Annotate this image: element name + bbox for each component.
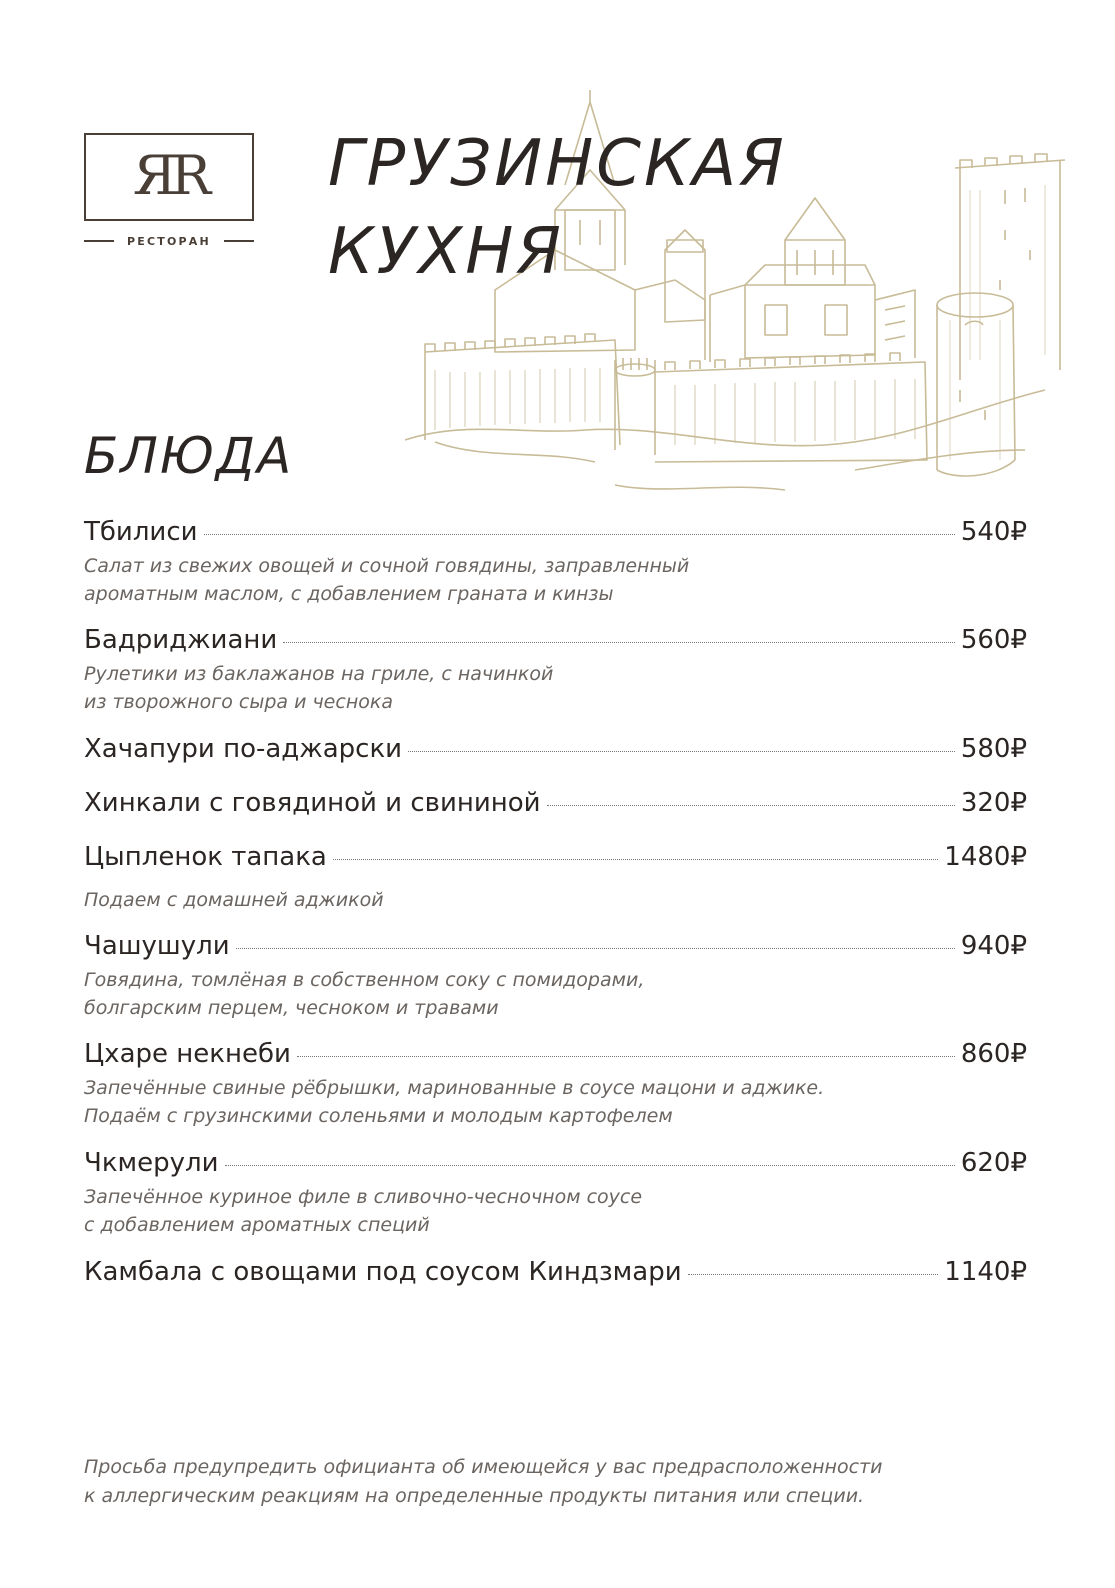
dish-name: Хинкали с говядиной и свининой [84,788,541,818]
dish-price: 1140₽ [944,1257,1027,1287]
dish-name: Чашушули [84,931,230,961]
logo-frame [84,133,254,221]
logo-line-left [84,240,114,242]
dish-name: Цхаре некнеби [84,1039,291,1069]
dish-name: Бадриджиани [84,625,278,655]
dish-description [84,660,1027,716]
dish-description [84,1183,1027,1239]
dot-leader [236,948,955,949]
dish-description-line: Подаем с домашней аджикой [84,889,384,911]
allergy-note [84,1453,882,1511]
dish-name: Камбала с овощами под соусом Киндзмари [84,1257,682,1287]
dish-description-line: из творожного сыра и чеснока [84,691,393,713]
dish-description-line: Запечённые свиные рёбрышки, маринованные в соусе мацони и аджике. [84,1077,825,1099]
dish-price: 560₽ [960,625,1027,655]
menu-item [84,1034,1027,1130]
dish-description-line: ароматным маслом, с добавлением граната и кинзы [84,583,614,605]
menu-item [84,1252,1027,1292]
dot-leader [297,1056,955,1057]
dot-leader [408,751,955,752]
dish-name: Тбилиси [84,517,198,547]
section-title: БЛЮДА [84,427,294,485]
page-title-line-1: ГРУЗИНСКАЯ [328,127,787,201]
dot-leader [333,859,938,860]
menu-item [84,729,1027,769]
dish-name: Хачапури по-аджарски [84,734,403,764]
dish-price: 620₽ [960,1148,1027,1178]
dish-price: 940₽ [960,931,1027,961]
logo-subtitle-row [84,233,254,249]
dish-description-line: Салат из свежих овощей и сочной говядины, заправленный [84,555,690,577]
menu-item [84,926,1027,1022]
dish-description [84,886,1027,914]
dish-description [84,1074,1027,1130]
dot-leader [204,534,955,535]
dish-description-line: Рулетики из баклажанов на гриле, с начинкой [84,663,554,685]
allergy-note-line: Просьба предупредить официанта об имеющейся у вас предрасположенности [84,1456,883,1478]
logo-mark: ЯR [132,144,206,207]
dish-name: Чкмерули [84,1148,219,1178]
dish-price: 540₽ [960,517,1027,547]
dish-description-line: Подаём с грузинскими соленьями и молодым картофелем [84,1105,673,1127]
dish-description-line: Запечённое куриное филе в сливочно-чесночном соусе [84,1186,643,1208]
menu-item [84,837,1027,914]
dish-price: 1480₽ [944,842,1027,872]
dot-leader [225,1165,955,1166]
logo-line-right [224,240,254,242]
dot-leader [688,1274,939,1275]
menu-item [84,1143,1027,1239]
logo-subtitle: РЕСТОРАН [127,234,211,248]
dish-description-line: болгарским перцем, чесноком и травами [84,997,499,1019]
page-title [328,120,787,296]
menu-item [84,512,1027,608]
dish-price: 860₽ [960,1039,1027,1069]
dish-description-line: с добавлением ароматных специй [84,1214,430,1236]
dish-description [84,966,1027,1022]
page-title-line-2: КУХНЯ [328,215,564,289]
dish-name: Цыпленок тапака [84,842,327,872]
dot-leader [283,642,955,643]
dot-leader [547,805,955,806]
dish-description [84,552,1027,608]
menu-item [84,620,1027,716]
allergy-note-line: к аллергическим реакциям на определенные продукты питания или специи. [84,1485,865,1507]
dish-price: 580₽ [960,734,1027,764]
dish-description-line: Говядина, томлёная в собственном соку с помидорами, [84,969,645,991]
dish-price: 320₽ [960,788,1027,818]
menu-item [84,783,1027,823]
restaurant-logo [84,133,254,249]
